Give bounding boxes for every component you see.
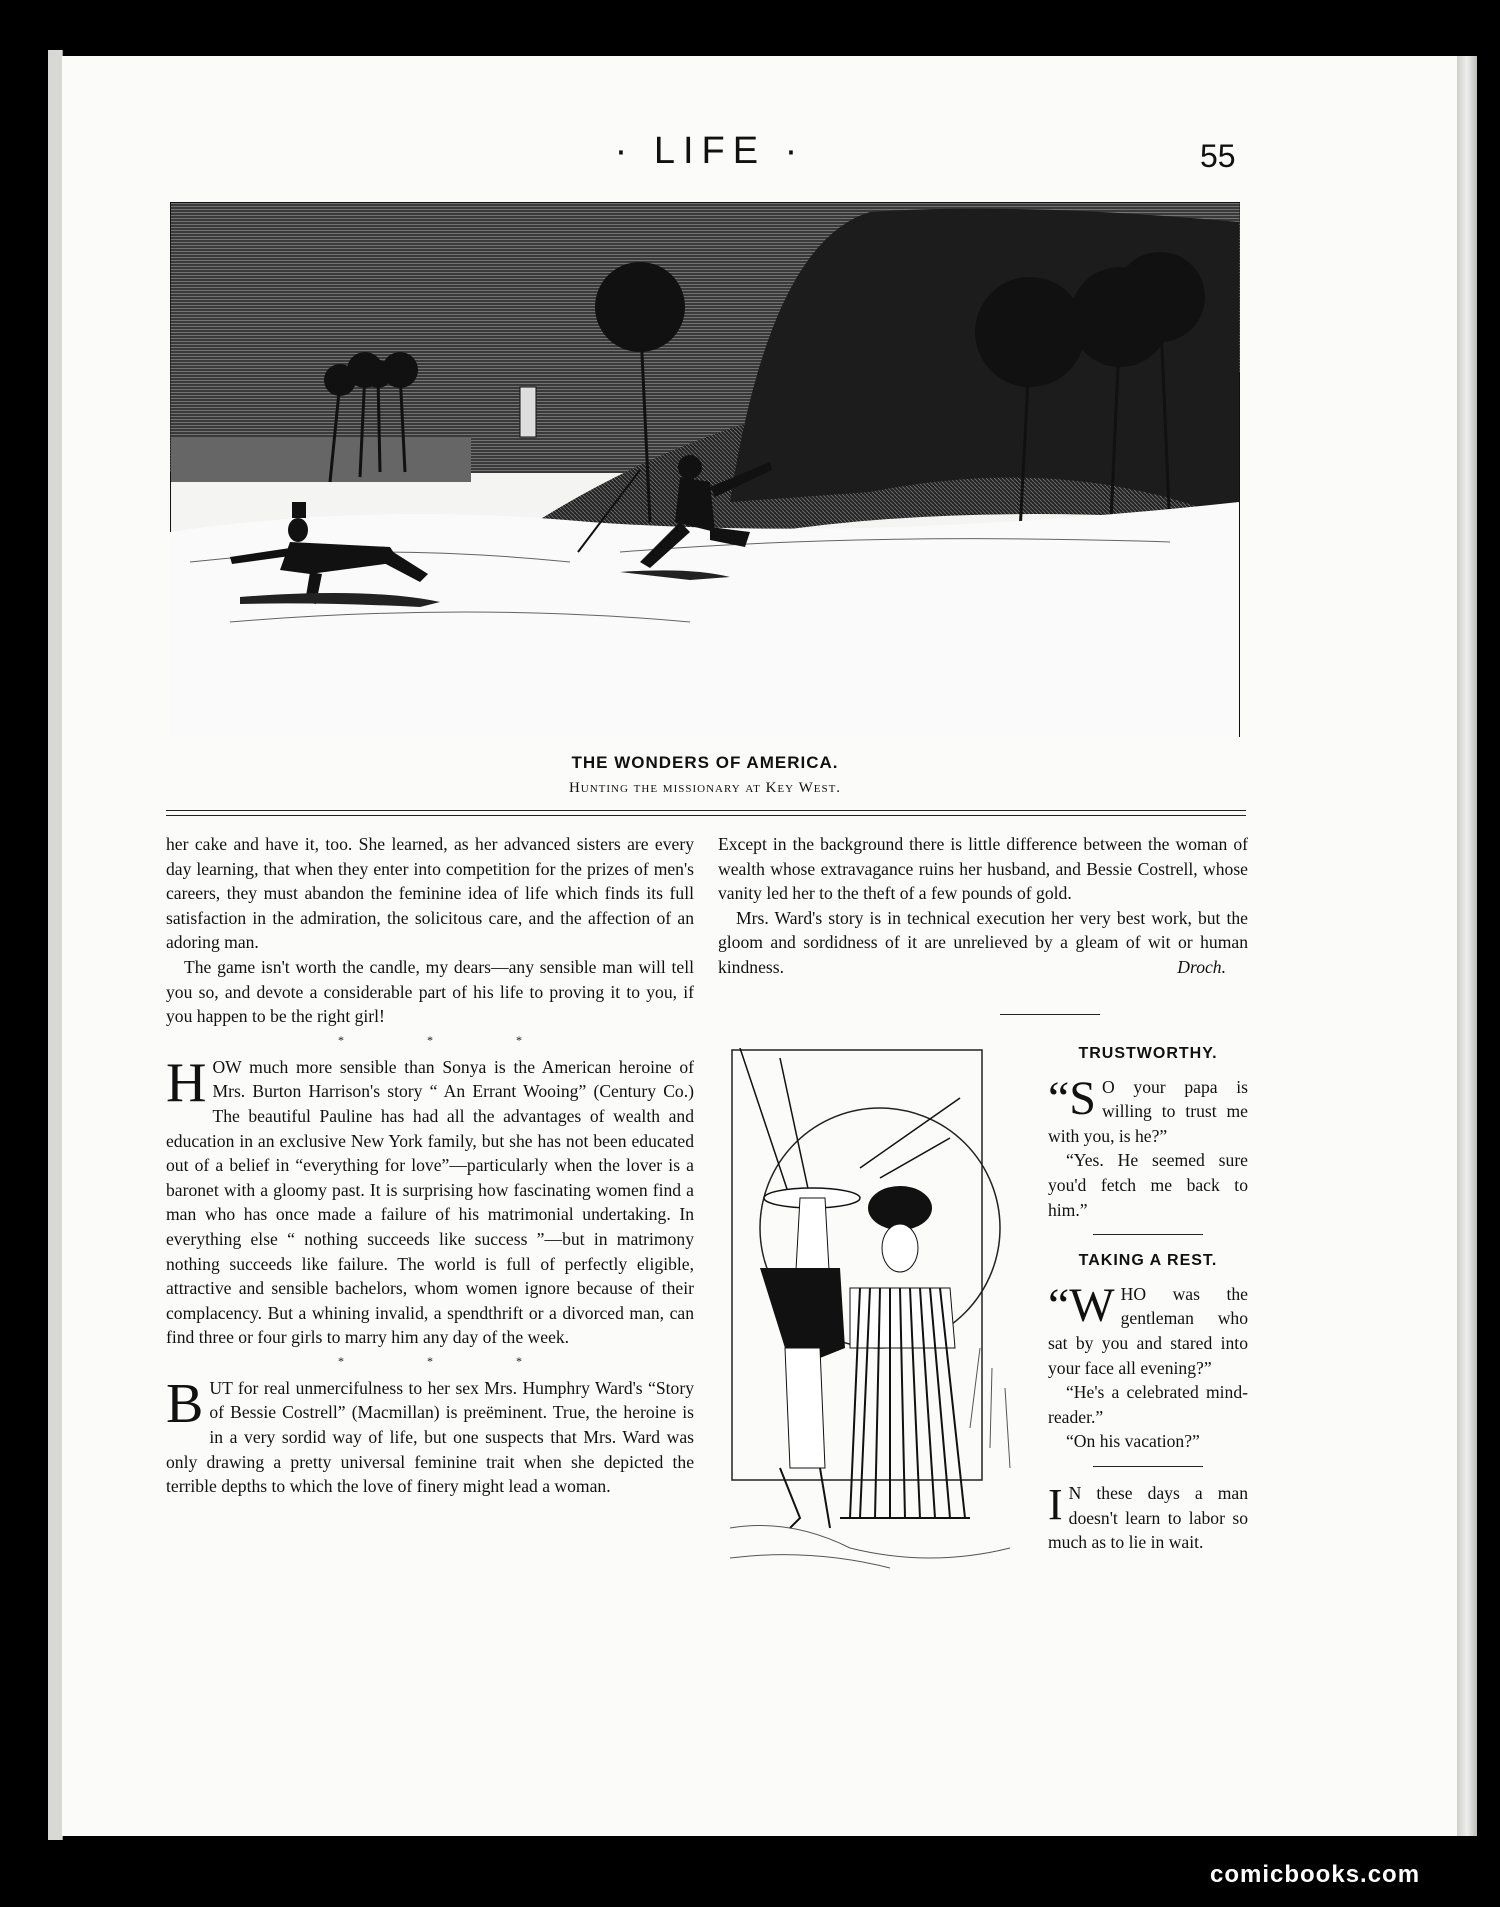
drop-cap: H — [166, 1051, 207, 1114]
taking-a-rest-joke — [1048, 1278, 1248, 1380]
drop-cap: “W — [1048, 1278, 1115, 1332]
page-edge — [1457, 56, 1477, 1836]
section-break: * * * — [338, 1353, 562, 1368]
paragraph: “He's a celebrated mind-reader.” — [1048, 1382, 1248, 1427]
paragraph: Except in the background there is little difference between the woman of wealth whose extravagance ruins her husband, and Bessie Costrell, whose vanity led her to the theft of a few pounds of gold. — [718, 834, 1248, 904]
drop-cap: “S — [1048, 1071, 1096, 1125]
paragraph-text: UT for real unmercifulness to her sex Mrs. Humphry Ward's “Story of Bessie Costrell” (Macmillan) is preëminent. True, the heroine is in a very sordid way of life, but one suspects that Mrs. Ward was only drawing a pretty universal feminine trait when she depicted the terrible depths to which the love of finery might lead a woman. — [166, 1377, 694, 1497]
page-number: 55 — [1200, 138, 1236, 174]
trustworthy-heading: TRUSTWORTHY. — [1078, 1045, 1218, 1062]
paragraph: “Yes. He seemed sure you'd fetch me back to him.” — [1048, 1150, 1248, 1220]
paragraph-text: N these days a man doesn't learn to labor so much as to lie in wait. — [1048, 1482, 1248, 1553]
short-divider — [1093, 1466, 1203, 1467]
watermark: comicbooks.com — [1210, 1861, 1421, 1888]
paragraph: The game isn't worth the candle, my dears—any sensible man will tell you so, and devote a considerable part of his life to proving it to you, if you happen to be the right girl! — [166, 956, 694, 1027]
paragraph-text: HO was the gentleman who sat by you and stared into your face all evening?” — [1048, 1283, 1248, 1378]
illustration-subtitle: Hunting the missionary at Key West. — [568, 780, 842, 796]
right-column — [718, 832, 1248, 980]
drop-cap: B — [166, 1372, 204, 1435]
trustworthy-joke — [1048, 1071, 1248, 1149]
drop-cap: I — [1048, 1479, 1063, 1529]
grasshopper-couple-cartoon — [730, 1048, 1038, 1588]
sidebar-column — [1048, 1028, 1248, 1555]
magazine-title: · LIFE · — [614, 130, 806, 172]
left-column — [166, 832, 694, 1499]
taking-a-rest-heading: TAKING A REST. — [1078, 1252, 1218, 1270]
lie-in-wait-joke — [1048, 1481, 1248, 1555]
short-divider — [1000, 1014, 1100, 1015]
paragraph-harrison — [166, 1051, 694, 1350]
section-break: * * * — [338, 1032, 562, 1047]
illustration-title: THE WONDERS OF AMERICA. — [571, 753, 839, 772]
binding-gutter — [48, 50, 63, 1840]
divider-bottom — [166, 815, 1246, 816]
short-divider — [1093, 1234, 1203, 1235]
paragraph: her cake and have it, too. She learned, as her advanced sisters are every day learning, that when they enter into competition for the prizes of men's careers, they must abandon the feminine idea of life which finds its full satisfaction in the admiration, the solicitous care, and the affection of an adoring man. — [166, 834, 694, 953]
paragraph: “On his vacation?” — [1066, 1431, 1200, 1452]
paragraph-text: Mrs. Ward's story is in technical execution her very best work, but the gloom and sordidness of it are unrelieved by a gleam of wit or human kindness. — [718, 907, 1248, 977]
signature: Droch. — [1177, 956, 1226, 977]
paragraph — [718, 906, 1248, 980]
beach-palm-illustration — [170, 202, 1240, 737]
paragraph-text: O your papa is willing to trust me with you, is he?” — [1048, 1076, 1248, 1146]
paragraph-ward — [166, 1372, 694, 1499]
paragraph-text: OW much more sensible than Sonya is the American heroine of Mrs. Burton Harrison's story “ An Errant Wooing” (Century Co.) The beautiful Pauline has had all the advantages of wealth and education in an exclusive New York family, but she has not been educated out of a belief in “everything for love”—particularly when the lover is a baronet with a gloomy past. It is surprising how fascinating women find a man who has once made a failure of his matrimonial undertaking. In everything else “ nothing succeeds like success ”—but in matrimony nothing succeeds like failure. The world is full of perfectly eligible, attractive and sensible bachelors, whom women ignore because of their complacency. But a whining invalid, a spendthrift or a divorced man, can find three or four girls to marry him any day of the week. — [166, 1056, 694, 1348]
divider-top — [166, 810, 1246, 811]
